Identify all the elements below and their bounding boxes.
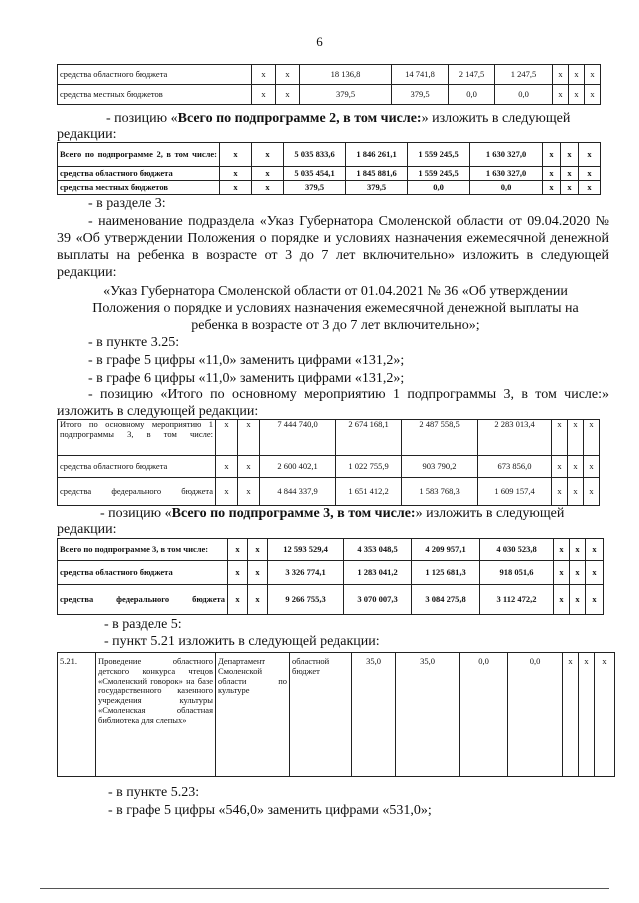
cell: 3 070 007,3 <box>344 585 412 615</box>
cell: х <box>276 85 300 105</box>
cell: х <box>543 181 561 195</box>
cell: х <box>586 539 604 561</box>
row-label: средства областного бюджета <box>58 65 252 85</box>
cell: х <box>220 143 252 167</box>
cell: 1 651 412,2 <box>336 478 402 506</box>
table-row <box>58 420 600 456</box>
cell: 903 790,2 <box>402 456 478 478</box>
table-main-activity-1 <box>57 419 600 506</box>
col6-change: - в графе 6 цифры «11,0» заменить цифрами «131,2»; <box>88 371 405 386</box>
table-obl-local-budget <box>57 64 601 105</box>
bold-text: Всего по подпрограмме 2, в том числе: <box>177 111 422 126</box>
cell: 1 846 261,1 <box>346 143 408 167</box>
row-label: средства местных бюджетов <box>58 85 252 105</box>
cell: 0,0 <box>508 653 563 777</box>
point-5-23: - в пункте 5.23: <box>108 785 200 800</box>
cell: 379,5 <box>284 181 346 195</box>
cell: 1 559 245,5 <box>408 167 470 181</box>
table-row <box>58 478 600 506</box>
cell: х <box>579 653 595 777</box>
cell: 1 559 245,5 <box>408 143 470 167</box>
cell: 3 112 472,2 <box>480 585 554 615</box>
cell: х <box>554 585 570 615</box>
cell: 4 209 957,1 <box>412 539 480 561</box>
point-3-25: - в пункте 3.25: <box>88 335 180 350</box>
cell: 7 444 740,0 <box>260 420 336 456</box>
cell: х <box>585 85 601 105</box>
cell: 4 030 523,8 <box>480 539 554 561</box>
cell: х <box>552 478 568 506</box>
row-label: средства областного бюджета <box>58 456 216 478</box>
col5-change: - в графе 5 цифры «11,0» заменить цифрами «131,2»; <box>88 353 405 368</box>
cell: х <box>561 167 579 181</box>
row-label: Итого по основному мероприятию 1 подпрограммы 3, в том числе: <box>58 420 216 456</box>
row-label: Всего по подпрограмме 2, в том числе: <box>58 143 220 167</box>
cell: х <box>585 65 601 85</box>
row-label: средства местных бюджетов <box>58 181 220 195</box>
cell: 35,0 <box>352 653 396 777</box>
table-row <box>58 653 615 777</box>
item-name: Проведение областного детского конкурса чтецов «Смоленский говорок» на базе государственного казенного учреждения культуры «Смоленская областная библиотека для слепых» <box>96 653 216 777</box>
cell: 0,0 <box>449 85 495 105</box>
table-row <box>58 143 601 167</box>
paragraph-naming: - наименование подраздела «Указ Губернатора Смоленской области от 09.04.2020 № 39 «Об утверждении Положения о порядке и условиях назначения ежемесячной денежной выплаты на ребенка в возрасте от 3 до 7 лет включительно» изложить в следующей редакции: <box>57 214 609 280</box>
cell: х <box>554 561 570 585</box>
row-label: средства федерального бюджета <box>58 478 216 506</box>
cell: х <box>568 456 584 478</box>
cell: х <box>216 420 238 456</box>
cell: х <box>568 420 584 456</box>
paragraph-subprogram3: - позицию «Всего по подпрограмме 3, в том числе:» изложить в следующей <box>100 506 565 521</box>
row-label: Всего по подпрограмме 3, в том числе: <box>58 539 228 561</box>
cell: 1 630 327,0 <box>470 167 543 181</box>
cell: х <box>216 478 238 506</box>
row-label: средства областного бюджета <box>58 167 220 181</box>
section5-heading: - в разделе 5: <box>104 617 182 632</box>
table-subprogram2-total <box>57 142 601 195</box>
cell: 12 593 529,4 <box>268 539 344 561</box>
cell: х <box>570 539 586 561</box>
paragraph-subprogram2: - позицию «Всего по подпрограмме 2, в том числе:» изложить в следующей <box>106 111 571 126</box>
table-row <box>58 585 604 615</box>
cell: х <box>248 585 268 615</box>
cell: 379,5 <box>392 85 449 105</box>
table-point-5-21 <box>57 652 615 777</box>
cell: 5 035 833,6 <box>284 143 346 167</box>
cell: х <box>553 65 569 85</box>
cell: х <box>561 143 579 167</box>
cell: х <box>543 167 561 181</box>
cell: х <box>276 65 300 85</box>
cell: х <box>568 478 584 506</box>
cell: х <box>569 65 585 85</box>
cell: 0,0 <box>408 181 470 195</box>
paragraph-cont: редакции: <box>57 127 117 142</box>
cell: 3 326 774,1 <box>268 561 344 585</box>
point-5-21: - пункт 5.21 изложить в следующей редакции: <box>104 634 380 649</box>
cell: х <box>238 478 260 506</box>
col5-change-546: - в графе 5 цифры «546,0» заменить цифрами «531,0»; <box>108 803 432 818</box>
cell: х <box>252 143 284 167</box>
table-subprogram3-total <box>57 538 604 615</box>
cell: х <box>579 143 601 167</box>
cell: 4 844 337,9 <box>260 478 336 506</box>
cell: х <box>553 85 569 105</box>
cell: х <box>228 561 248 585</box>
cell: х <box>569 85 585 105</box>
page-number: 6 <box>316 34 323 49</box>
cell: х <box>570 585 586 615</box>
bold-text: Всего по подпрограмме 3, в том числе: <box>171 506 416 521</box>
cell: 5 035 454,1 <box>284 167 346 181</box>
cell: 1 022 755,9 <box>336 456 402 478</box>
cell: 1 630 327,0 <box>470 143 543 167</box>
section3-heading: - в разделе 3: <box>88 196 166 211</box>
item-source: областной бюджет <box>290 653 352 777</box>
cell: х <box>543 143 561 167</box>
cell: 2 674 168,1 <box>336 420 402 456</box>
paragraph-itogo: - позицию «Итого по основному мероприятию 1 подпрограммы 3, в том числе:» изложить в следующей редакции: <box>57 387 609 419</box>
cell: 14 741,8 <box>392 65 449 85</box>
cell: 379,5 <box>346 181 408 195</box>
cell: 3 084 275,8 <box>412 585 480 615</box>
cell: х <box>552 420 568 456</box>
cell: х <box>586 561 604 585</box>
item-executor: Департамент Смоленской области по культуре <box>216 653 290 777</box>
paragraph-cont: редакции: <box>57 522 117 537</box>
cell: х <box>579 181 601 195</box>
table-row <box>58 561 604 585</box>
cell: 35,0 <box>396 653 460 777</box>
cell: 4 353 048,5 <box>344 539 412 561</box>
cell: х <box>248 561 268 585</box>
cell: 0,0 <box>495 85 553 105</box>
cell: х <box>220 167 252 181</box>
cell: 379,5 <box>300 85 392 105</box>
item-number: 5.21. <box>58 653 96 777</box>
cell: х <box>248 539 268 561</box>
cell: х <box>238 456 260 478</box>
cell: х <box>595 653 615 777</box>
cell: х <box>552 456 568 478</box>
table-row <box>58 181 601 195</box>
bottom-rule <box>40 888 609 889</box>
cell: 1 583 768,3 <box>402 478 478 506</box>
paragraph-quote: «Указ Губернатора Смоленской области от 01.04.2021 № 36 «Об утверждении Положения о порядке и условиях назначения ежемесячной денежной выплаты на ребенка в возрасте от 3 до 7 лет включительно»; <box>92 284 579 333</box>
cell: х <box>238 420 260 456</box>
row-label: средства федерального бюджета <box>58 585 228 615</box>
cell: х <box>554 539 570 561</box>
row-label: средства областного бюджета <box>58 561 228 585</box>
cell: х <box>252 181 284 195</box>
cell: х <box>584 456 600 478</box>
cell: 1 283 041,2 <box>344 561 412 585</box>
cell: х <box>228 539 248 561</box>
cell: 2 600 402,1 <box>260 456 336 478</box>
table-row <box>58 65 601 85</box>
cell: х <box>563 653 579 777</box>
table-row <box>58 85 601 105</box>
cell: 1 247,5 <box>495 65 553 85</box>
cell: х <box>586 585 604 615</box>
cell: 2 283 013,4 <box>478 420 552 456</box>
cell: х <box>579 167 601 181</box>
cell: х <box>252 167 284 181</box>
cell: х <box>570 561 586 585</box>
cell: 1 125 681,3 <box>412 561 480 585</box>
cell: х <box>252 65 276 85</box>
cell: 1 845 881,6 <box>346 167 408 181</box>
table-row <box>58 539 604 561</box>
cell: 9 266 755,3 <box>268 585 344 615</box>
cell: х <box>584 420 600 456</box>
table-row <box>58 456 600 478</box>
cell: 18 136,8 <box>300 65 392 85</box>
cell: 2 147,5 <box>449 65 495 85</box>
cell: х <box>228 585 248 615</box>
cell: х <box>584 478 600 506</box>
cell: х <box>216 456 238 478</box>
cell: 673 856,0 <box>478 456 552 478</box>
cell: 2 487 558,5 <box>402 420 478 456</box>
cell: х <box>220 181 252 195</box>
cell: 0,0 <box>470 181 543 195</box>
cell: 918 051,6 <box>480 561 554 585</box>
cell: х <box>252 85 276 105</box>
cell: 1 609 157,4 <box>478 478 552 506</box>
cell: 0,0 <box>460 653 508 777</box>
table-row <box>58 167 601 181</box>
cell: х <box>561 181 579 195</box>
